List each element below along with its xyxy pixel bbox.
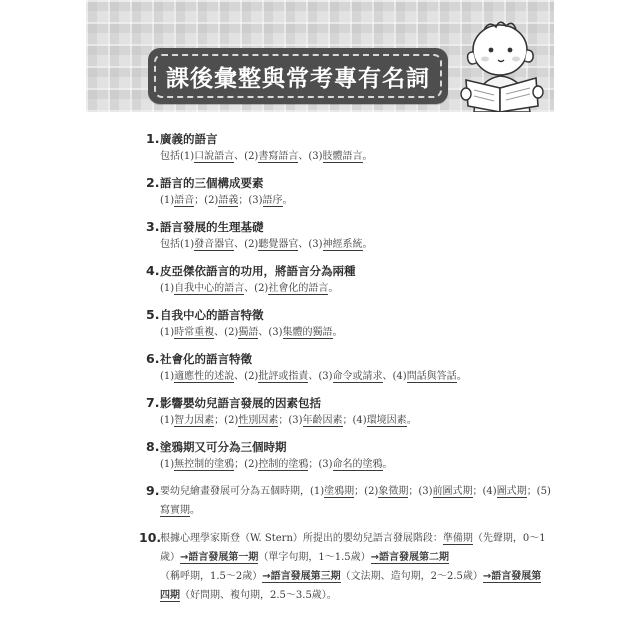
page-title: 課後彙整與常考專有名詞 (166, 65, 430, 92)
list-item (146, 306, 551, 341)
list-item (146, 438, 551, 473)
key-term: 集體的獨語 (282, 327, 333, 338)
text-segment: 。 (332, 327, 343, 338)
text-segment: ；(4) (342, 415, 367, 426)
item-number: 3. (146, 219, 160, 234)
key-term: 語義 (218, 195, 239, 206)
item-description (160, 412, 551, 429)
item-paragraph (160, 529, 551, 605)
text-segment: ；(3) (308, 459, 333, 470)
text-segment: 、(3) (298, 151, 323, 162)
key-term: 前圖式期 (432, 486, 473, 497)
text-segment: 。 (406, 415, 417, 426)
text-segment: ；(4) (472, 486, 497, 497)
text-segment: 根據心理學家斯登（W. Stern）所提出的嬰幼兒語言發展階段： (160, 533, 443, 544)
list-item (146, 350, 551, 385)
item-heading: 塗鴉期又可分為三個時期 (160, 440, 287, 454)
text-segment: 、(3) (298, 239, 323, 250)
key-term: 命名的塗鴉 (332, 459, 383, 470)
document-page (86, 0, 554, 640)
item-number: 5. (146, 307, 160, 322)
item-paragraph (160, 482, 551, 520)
key-term: 性別因素 (238, 415, 279, 426)
item-number: 8. (146, 439, 160, 454)
item-description (160, 280, 551, 297)
item-heading: 社會化的語言特徵 (160, 352, 252, 366)
text-segment: 包括(1) (160, 151, 195, 162)
text-segment: ；(2) (194, 195, 219, 206)
text-segment: 、(3) (308, 371, 333, 382)
list-item (146, 174, 551, 209)
text-segment: 。 (382, 459, 393, 470)
key-term: 智力因素 (174, 415, 215, 426)
item-description (160, 148, 551, 165)
item-heading: 影響嬰幼兒語言發展的因素包括 (160, 396, 321, 410)
key-term: 聽覺器官 (258, 239, 299, 250)
text-segment: 。 (362, 239, 373, 250)
text-segment: ；(5) (526, 486, 551, 497)
page-header (86, 0, 554, 112)
text-segment: ；(3) (408, 486, 433, 497)
item-number: 6. (146, 351, 160, 366)
text-segment: 、(4) (382, 371, 407, 382)
key-term: 塗鴉期 (324, 486, 355, 497)
item-number: 4. (146, 263, 160, 278)
item-number: 7. (146, 395, 160, 410)
text-segment: （單字句期，1～1.5歲） (258, 552, 371, 563)
item-heading: 自我中心的語言特徵 (160, 308, 264, 322)
key-term: 批評或指責 (258, 371, 309, 382)
key-term: 書寫語言 (258, 151, 299, 162)
text-segment: (1) (160, 283, 175, 294)
text-segment: ；(3) (238, 195, 263, 206)
list-item (146, 262, 551, 297)
key-term: →語言發展第一期 (180, 552, 259, 563)
item-description (160, 456, 551, 473)
text-segment: 。 (456, 371, 467, 382)
title-banner (148, 48, 448, 104)
text-segment: (1) (160, 459, 175, 470)
item-number: 10. (139, 530, 162, 545)
item-heading: 皮亞傑依語言的功用，將語言分為兩種 (160, 264, 356, 278)
key-term: 環境因素 (366, 415, 407, 426)
key-term: 命令或請求 (332, 371, 383, 382)
key-term: 問話與答話 (406, 371, 457, 382)
summary-list (139, 130, 551, 614)
text-segment: ；(3) (278, 415, 303, 426)
text-segment: (1) (160, 371, 175, 382)
text-segment: 、(2) (244, 283, 269, 294)
list-item (146, 394, 551, 429)
text-segment: 、(2) (234, 239, 259, 250)
key-term: 自我中心的語言 (174, 283, 245, 294)
list-item (146, 482, 551, 520)
item-description (160, 236, 551, 253)
text-segment: 。 (362, 151, 373, 162)
key-term: 象徵期 (378, 486, 409, 497)
key-term: 社會化的語言 (268, 283, 329, 294)
key-term: 年齡因素 (302, 415, 343, 426)
text-segment: (1) (160, 415, 175, 426)
text-segment: （先聲期，0～1歲） (160, 533, 546, 563)
key-term: 時常重複 (174, 327, 215, 338)
key-term: →語言發展第二期 (370, 552, 450, 563)
key-term: 神經系統 (322, 239, 363, 250)
child-reading-book-illustration (456, 10, 552, 112)
text-segment: 。 (328, 283, 339, 294)
text-segment: 。 (282, 195, 293, 206)
key-term: 控制的塗鴉 (258, 459, 309, 470)
key-term: →語言發展第三期 (262, 571, 341, 582)
text-segment: 要幼兒繪畫發展可分為五個時期，(1) (160, 486, 325, 497)
item-description (160, 324, 551, 341)
text-segment: 、(2) (214, 327, 239, 338)
list-item (146, 130, 551, 165)
list-item (139, 529, 551, 605)
key-term: 肢體語言 (322, 151, 363, 162)
text-segment: 、(2) (234, 151, 259, 162)
text-segment: ；(2) (234, 459, 259, 470)
text-segment: (1) (160, 195, 175, 206)
key-term: 獨語 (238, 327, 259, 338)
key-term: 口說語言 (194, 151, 235, 162)
key-term: 準備期 (442, 533, 473, 544)
text-segment: （文法期、造句期，2～2.5歲） (340, 571, 483, 582)
key-term: 語音 (174, 195, 195, 206)
item-description (160, 368, 551, 385)
key-term: 語序 (262, 195, 283, 206)
text-segment: ；(2) (214, 415, 239, 426)
text-segment: （好問期、複句期，2.5～3.5歲）。 (180, 590, 337, 601)
text-segment: ；(2) (354, 486, 379, 497)
text-segment: 、(3) (258, 327, 283, 338)
key-term: 圖式期 (496, 486, 527, 497)
key-term: 發音器官 (194, 239, 235, 250)
item-description (160, 192, 551, 209)
key-term: 適應性的述說 (174, 371, 235, 382)
text-segment: (1) (160, 327, 175, 338)
item-heading: 廣義的語言 (160, 132, 218, 146)
text-segment: 。 (190, 505, 200, 516)
item-number: 1. (146, 131, 160, 146)
key-term: →語言發展第四期 (160, 571, 542, 601)
item-number: 2. (146, 175, 160, 190)
text-segment: 包括(1) (160, 239, 195, 250)
item-heading: 語言的三個構成要素 (160, 176, 264, 190)
list-item (146, 218, 551, 253)
key-term: 寫實期 (160, 505, 190, 516)
key-term: 無控制的塗鴉 (174, 459, 235, 470)
text-segment: （稱呼期，1.5～2歲） (160, 571, 263, 582)
item-number: 9. (146, 483, 160, 498)
item-heading: 語言發展的生理基礎 (160, 220, 264, 234)
text-segment: 、(2) (234, 371, 259, 382)
